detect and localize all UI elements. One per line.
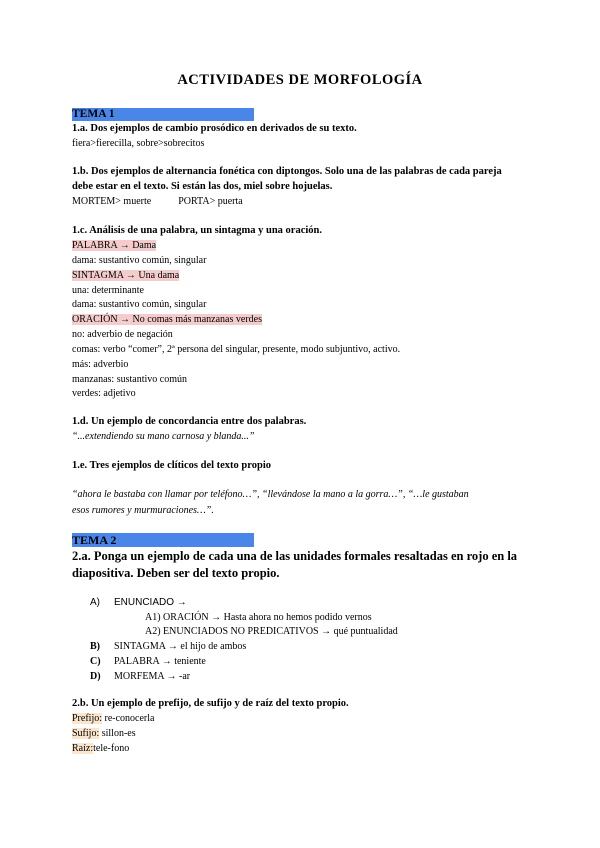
q1d-question: 1.d. Un ejemplo de concordancia entre dos palabras. bbox=[72, 416, 307, 427]
tema2-heading: TEMA 2 bbox=[72, 533, 254, 547]
q1c-sintagma bbox=[72, 270, 179, 281]
tema1-heading: TEMA 1 bbox=[72, 108, 254, 121]
q1c-oracion bbox=[72, 314, 262, 325]
q2a-item-d bbox=[90, 671, 190, 682]
q1c-question: 1.c. Análisis de una palabra, un sintagma y una oración. bbox=[72, 225, 323, 236]
q1c-palabra-highlight: PALABRA → Dama bbox=[72, 240, 157, 251]
q1c-oracion-line: no: adverbio de negación bbox=[72, 329, 173, 340]
q1c-oracion-highlight: ORACIÓN → No comas más manzanas verdes bbox=[72, 314, 262, 325]
q2a-item-c-text: PALABRA → teniente bbox=[114, 656, 206, 667]
q1b-question-line2: debe estar en el texto. Si están las dos, miel sobre hojuelas. bbox=[72, 181, 333, 192]
q1a-question: 1.a. Dos ejemplos de cambio prosódico en derivados de su texto. bbox=[72, 123, 357, 134]
q1c-palabra bbox=[72, 240, 156, 251]
q2b-sufijo bbox=[72, 728, 136, 739]
q1d-answer: “...extendiendo su mano carnosa y blanda...” bbox=[72, 431, 255, 442]
q2a-item-b-label: B) bbox=[90, 641, 100, 652]
q1e-answer-line2: esos rumores y murmuraciones…”. bbox=[72, 505, 214, 516]
q2b-raiz-value: tele-fono bbox=[93, 743, 130, 754]
q2a-item-b bbox=[90, 641, 246, 652]
q1c-sintagma-highlight: SINTAGMA → Una dama bbox=[72, 270, 180, 281]
q1b-answer-b: PORTA> puerta bbox=[178, 196, 243, 207]
q2a-question-line2: diapositiva. Deben ser del texto propio. bbox=[72, 566, 280, 580]
q2a-item-c bbox=[90, 656, 206, 667]
q1c-palabra-desc: dama: sustantivo común, singular bbox=[72, 255, 207, 266]
q1c-oracion-line: manzanas: sustantivo común bbox=[72, 374, 187, 385]
q1b-question-line1: 1.b. Dos ejemplos de alternancia fonética con diptongos. Solo una de las palabras de cada pareja bbox=[72, 166, 502, 177]
q2b-prefijo-value: re-conocerla bbox=[102, 713, 155, 724]
q1c-sintagma-una: una: determinante bbox=[72, 285, 144, 296]
q2a-item-c-label: C) bbox=[90, 656, 101, 667]
q2a-item-d-label: D) bbox=[90, 671, 101, 682]
q2b-prefijo bbox=[72, 713, 154, 724]
q2b-raiz bbox=[72, 743, 129, 754]
q1c-oracion-line: más: adverbio bbox=[72, 359, 129, 370]
q1b-answer-a: MORTEM> muerte bbox=[72, 196, 152, 207]
q2a-item-a2: A2) ENUNCIADOS NO PREDICATIVOS → qué puntualidad bbox=[145, 626, 398, 637]
q1e-answer-line1: “ahora le bastaba con llamar por teléfono…”, “llevándose la mano a la gorra…”, “…le gustaban bbox=[72, 489, 469, 500]
q2a-item-a-label: A) bbox=[90, 597, 100, 608]
q2a-item-d-text: MORFEMA → -ar bbox=[114, 671, 191, 682]
q2a-question-line1: 2.a. Ponga un ejemplo de cada una de las unidades formales resaltadas en rojo en la bbox=[72, 549, 518, 563]
q2b-sufijo-value: sillon-es bbox=[99, 728, 136, 739]
q2b-question: 2.b. Un ejemplo de prefijo, de sufijo y de raíz del texto propio. bbox=[72, 698, 349, 709]
q2a-item-a bbox=[90, 597, 187, 608]
page-title: ACTIVIDADES DE MORFOLOGÍA bbox=[177, 72, 423, 88]
q1b-answer bbox=[72, 196, 243, 207]
q2b-sufijo-label: Sufijo: bbox=[72, 728, 100, 739]
q1c-oracion-line: comas: verbo “comer”, 2ª persona del singular, presente, modo subjuntivo, activo. bbox=[72, 344, 401, 355]
q2b-prefijo-label: Prefijo: bbox=[72, 713, 102, 724]
q1e-question: 1.e. Tres ejemplos de clíticos del texto propio bbox=[72, 460, 271, 471]
q2a-item-a1: A1) ORACIÓN → Hasta ahora no hemos podido vernos bbox=[145, 612, 372, 623]
q2a-item-a-text: ENUNCIADO → bbox=[114, 597, 187, 608]
q2b-raiz-label: Raíz: bbox=[72, 743, 94, 754]
q1c-oracion-line: verdes: adjetivo bbox=[72, 388, 136, 399]
q2a-item-b-text: SINTAGMA → el hijo de ambos bbox=[114, 641, 247, 652]
q1a-answer: fiera>fierecilla, sobre>sobrecitos bbox=[72, 138, 205, 149]
q1c-sintagma-dama: dama: sustantivo común, singular bbox=[72, 299, 207, 310]
